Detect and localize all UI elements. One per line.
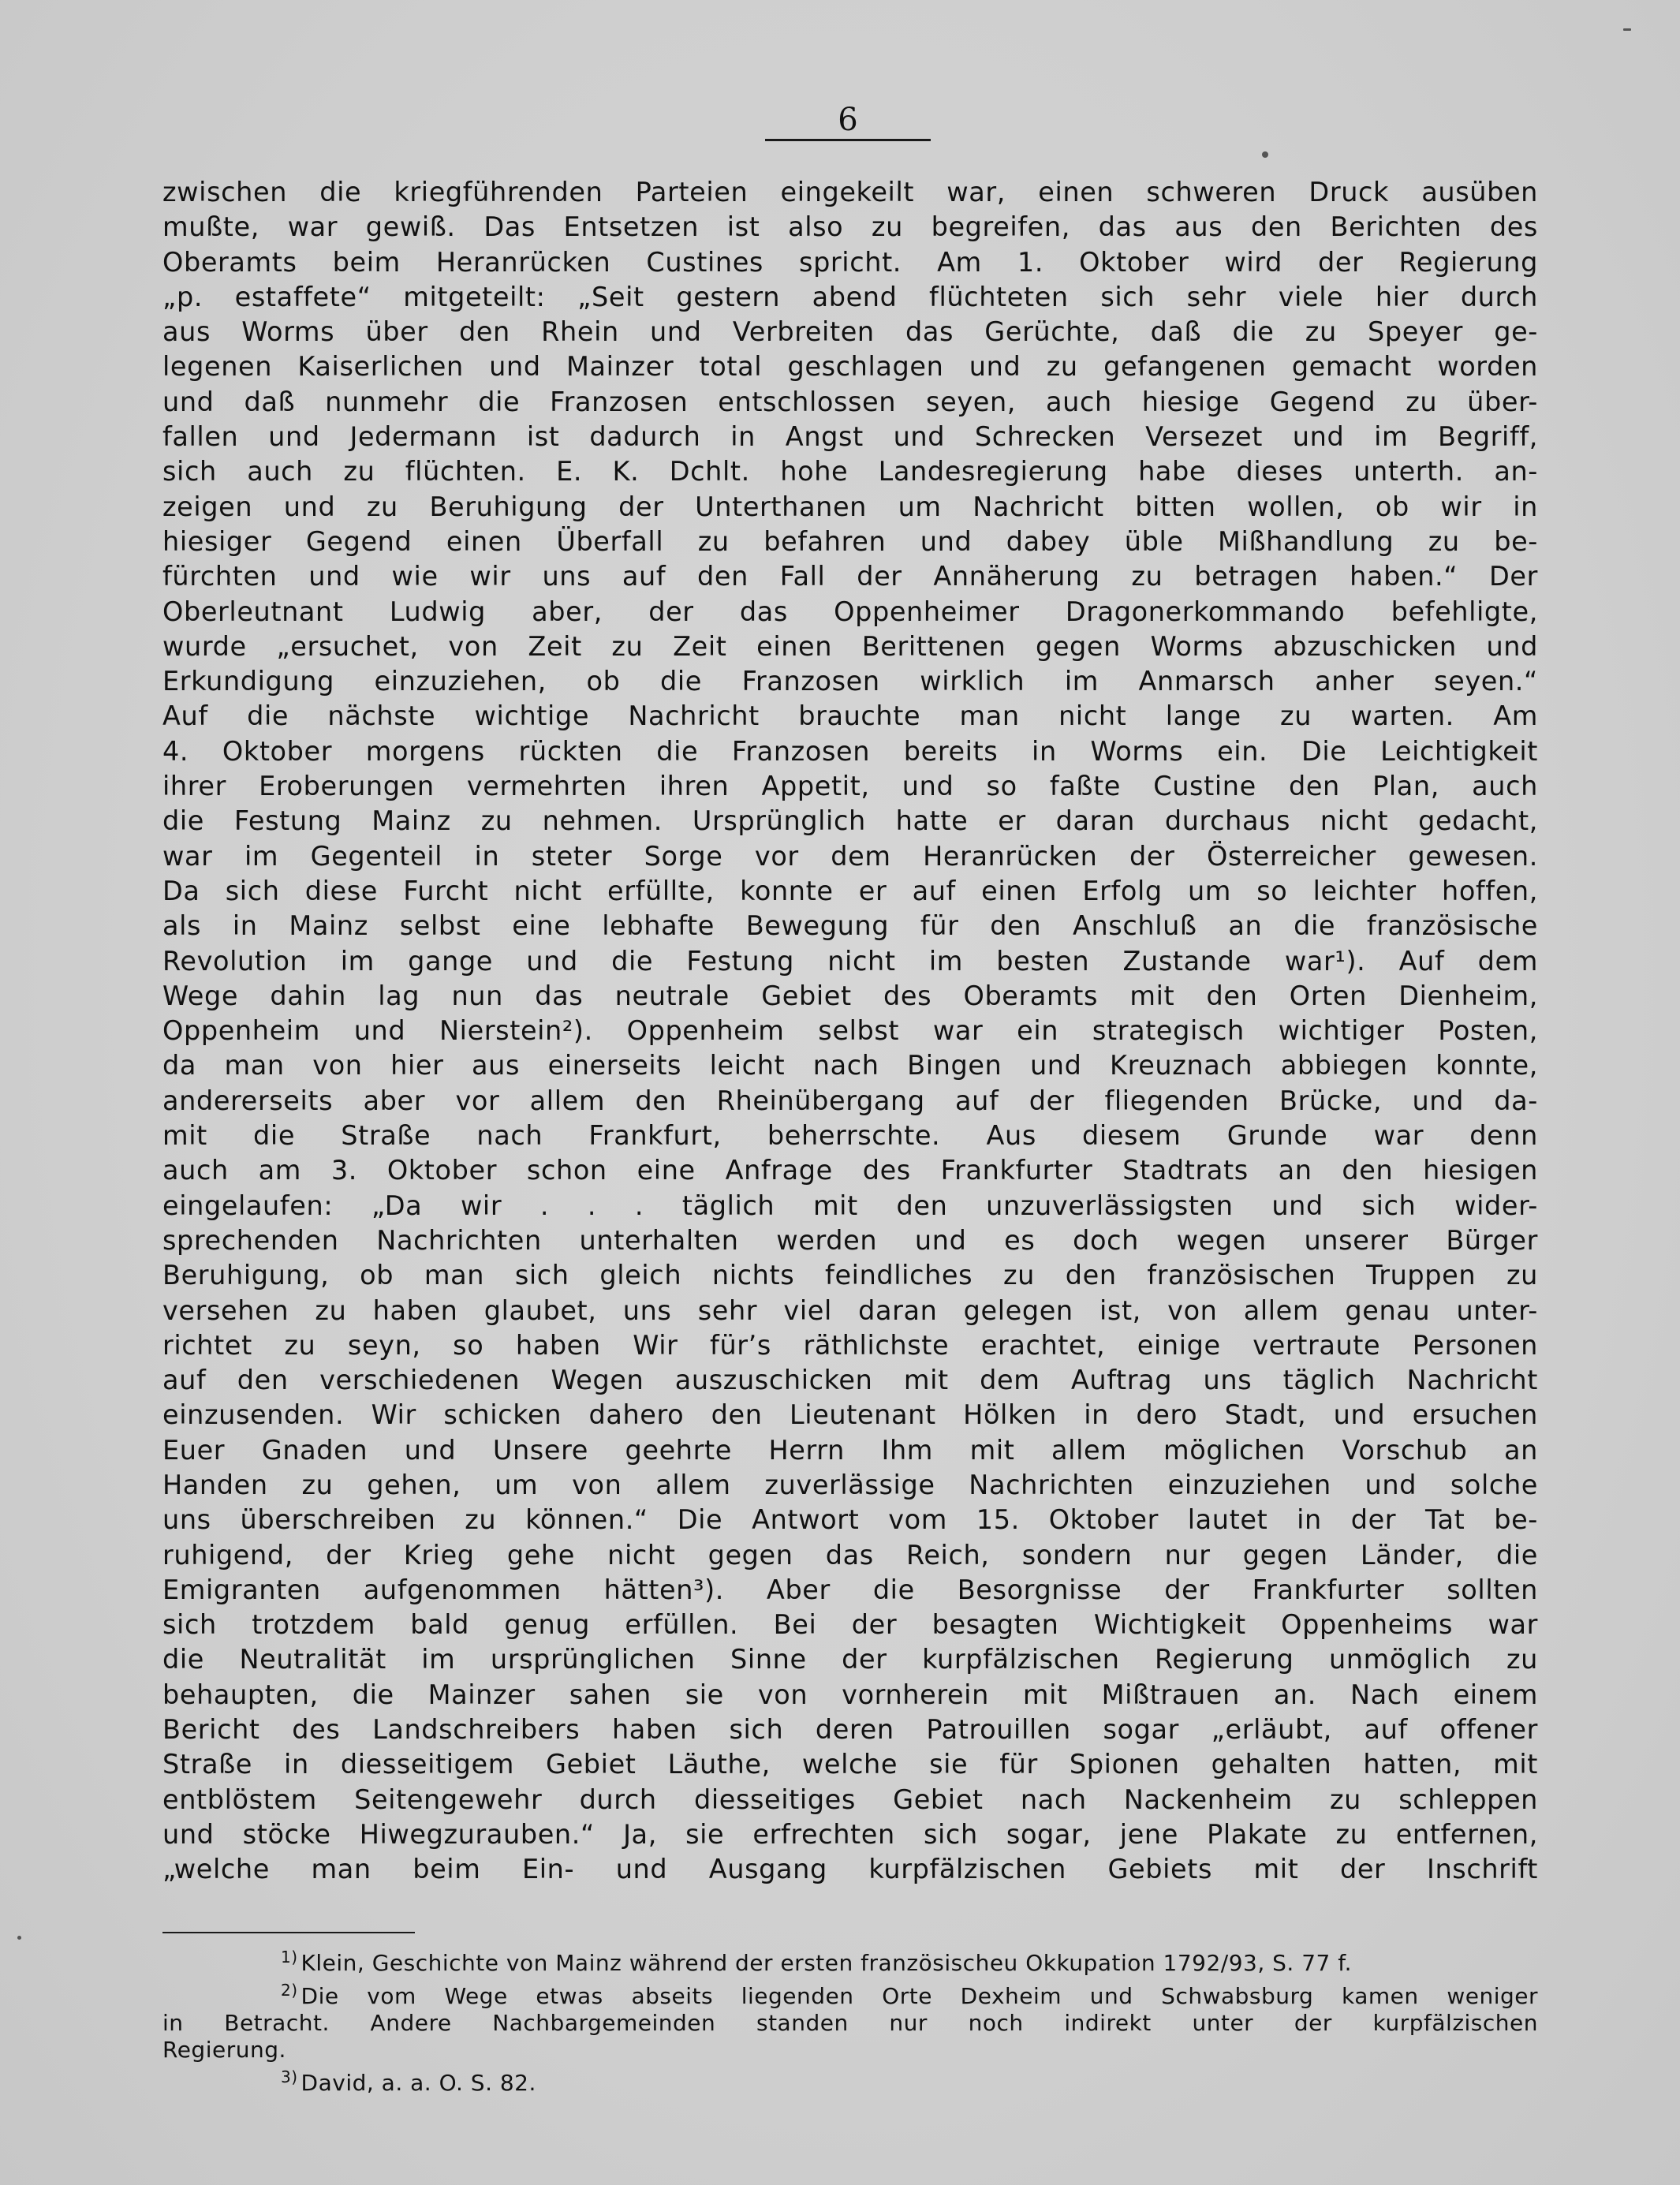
text-line: Handen zu gehen, um von allem zuverlässige Nachrichten einzuziehen und solche xyxy=(162,1469,1538,1500)
text-line: wurde „ersuchet, von Zeit zu Zeit einen Berittenen gegen Worms abzuschicken und xyxy=(162,630,1538,662)
text-line: uns überschreiben zu können.“ Die Antwort vom 15. Oktober lautet in der Tat be- xyxy=(162,1504,1538,1536)
footnote-text: David, a. a. O. S. 82. xyxy=(301,2070,536,2096)
text-line: Bericht des Landschreibers haben sich deren Patrouillen sogar „erläubt, auf offener xyxy=(162,1714,1538,1746)
text-line: auf den verschiedenen Wegen auszuschicken mit dem Auftrag uns täglich Nachricht xyxy=(162,1365,1538,1396)
text-line: zeigen und zu Beruhigung der Unterthanen um Nachricht bitten wollen, ob wir in xyxy=(162,491,1538,522)
footnote-mark: 2) xyxy=(281,1981,298,2000)
footnote-2-continued: Regierung. xyxy=(162,2037,286,2063)
footnote-text: Die vom Wege etwas abseits liegenden Orte Dexheim und Schwabsburg kamen weniger xyxy=(301,1983,1538,2009)
text-line: ruhigend, der Krieg gehe nicht gegen das Reich, sondern nur gegen Länder, die xyxy=(162,1539,1538,1571)
footnote-mark: 3) xyxy=(281,2067,298,2086)
text-line: Oppenheim und Nierstein²). Oppenheim selbst war ein strategisch wichtiger Posten, xyxy=(162,1015,1538,1047)
text-line: Wege dahin lag nun das neutrale Gebiet des Oberamts mit den Orten Dienheim, xyxy=(162,980,1538,1011)
footnote-mark: 1) xyxy=(281,1948,298,1966)
text-line: da man von hier aus einerseits leicht nach Bingen und Kreuznach abbiegen konnte, xyxy=(162,1050,1538,1081)
footnote-separator xyxy=(162,1932,415,1933)
dust-speck xyxy=(17,1936,21,1940)
page-number: 6 xyxy=(838,102,858,138)
text-line: eingelaufen: „Da wir . . . täglich mit den unzuverlässigsten und sich wider- xyxy=(162,1190,1538,1221)
text-line: die Neutralität im ursprünglichen Sinne der kurpfälzischen Regierung unmöglich zu xyxy=(162,1644,1538,1675)
text-line: als in Mainz selbst eine lebhafte Bewegung für den Anschluß an die französische xyxy=(162,910,1538,942)
text-line: einzusenden. Wir schicken dahero den Lieutenant Hölken in dero Stadt, und ersuchen xyxy=(162,1399,1538,1431)
text-line: hiesiger Gegend einen Überfall zu befahren und dabey üble Mißhandlung zu be- xyxy=(162,525,1538,557)
text-line: sich auch zu flüchten. E. K. Dchlt. hohe Landesregierung habe dieses unterth. an- xyxy=(162,456,1538,487)
text-line: Oberleutnant Ludwig aber, der das Oppenheimer Dragonerkommando befehligte, xyxy=(162,596,1538,627)
text-line: fürchten und wie wir uns auf den Fall der Annäherung zu betragen haben.“ Der xyxy=(162,561,1538,592)
dust-speck xyxy=(1623,28,1631,31)
text-line: sprechenden Nachrichten unterhalten werden und es doch wegen unserer Bürger xyxy=(162,1224,1538,1256)
text-line: mit die Straße nach Frankfurt, beherrschte. Aus diesem Grunde war denn xyxy=(162,1120,1538,1152)
text-line: Auf die nächste wichtige Nachricht brauchte man nicht lange zu warten. Am xyxy=(162,700,1538,732)
text-line: zwischen die kriegführenden Parteien eingekeilt war, einen schweren Druck ausüben xyxy=(162,177,1538,207)
text-line: aus Worms über den Rhein und Verbreiten das Gerüchte, daß die zu Speyer ge- xyxy=(162,316,1538,348)
text-line: Emigranten aufgenommen hätten³). Aber die Besorgnisse der Frankfurter sollten xyxy=(162,1574,1538,1605)
text-line: mußte, war gewiß. Das Entsetzen ist also zu begreifen, das aus den Berichten des xyxy=(162,211,1538,243)
text-line: „welche man beim Ein- und Ausgang kurpfälzischen Gebiets mit der Inschrift xyxy=(162,1854,1538,1885)
text-line: Erkundigung einzuziehen, ob die Franzosen wirklich im Anmarsch anher seyen.“ xyxy=(162,666,1538,697)
footnote-1 xyxy=(162,1944,1538,1977)
text-line: fallen und Jedermann ist dadurch in Angst und Schrecken Versezet und im Begriff, xyxy=(162,421,1538,453)
footnotes xyxy=(162,1944,1538,2097)
text-line: ihrer Eroberungen vermehrten ihren Appetit, und so faßte Custine den Plan, auch xyxy=(162,771,1538,802)
text-line: war im Gegenteil in steter Sorge vor dem Heranrücken der Österreicher gewesen. xyxy=(162,840,1538,872)
footnote-2 xyxy=(162,1977,1538,2010)
text-line: die Festung Mainz zu nehmen. Ursprünglich hatte er daran durchaus nicht gedacht, xyxy=(162,805,1538,837)
text-line: 4. Oktober morgens rückten die Franzosen bereits in Worms ein. Die Leichtigkeit xyxy=(162,735,1538,767)
text-line: und stöcke Hiwegzurauben.“ Ja, sie erfrechten sich sogar, jene Plakate zu entfernen, xyxy=(162,1818,1538,1850)
text-line: auch am 3. Oktober schon eine Anfrage des Frankfurter Stadtrats an den hiesigen xyxy=(162,1155,1538,1186)
footnote-3 xyxy=(162,2064,1538,2097)
text-line: Beruhigung, ob man sich gleich nichts feindliches zu den französischen Truppen zu xyxy=(162,1260,1538,1291)
text-line: Euer Gnaden und Unsere geehrte Herrn Ihm mit allem möglichen Vorschub an xyxy=(162,1434,1538,1466)
text-line: andererseits aber vor allem den Rheinübergang auf der fliegenden Brücke, und da- xyxy=(162,1085,1538,1116)
dust-speck xyxy=(1262,151,1268,158)
text-line: behaupten, die Mainzer sahen sie von vornherein mit Mißtrauen an. Nach einem xyxy=(162,1679,1538,1710)
text-line: Revolution im gange und die Festung nicht im besten Zustande war¹). Auf dem xyxy=(162,945,1538,977)
text-line: Straße in diesseitigem Gebiet Läuthe, welche sie für Spionen gehalten hatten, mit xyxy=(162,1749,1538,1780)
text-line: entblöstem Seitengewehr durch diesseitiges Gebiet nach Nackenheim zu schleppen xyxy=(162,1783,1538,1815)
text-line: richtet zu seyn, so haben Wir für’s räthlichste erachtet, einige vertraute Personen xyxy=(162,1329,1538,1361)
text-line: und daß nunmehr die Franzosen entschlossen seyen, auch hiesige Gegend zu über- xyxy=(162,386,1538,417)
body-text xyxy=(162,175,1538,1888)
text-line: sich trotzdem bald genug erfüllen. Bei der besagten Wichtigkeit Oppenheims war xyxy=(162,1609,1538,1641)
footnote-2-continued: in Betracht. Andere Nachbargemeinden standen nur noch indirekt unter der kurpfälzischen xyxy=(162,2010,1538,2036)
page-number-rule xyxy=(765,139,931,141)
text-line: versehen zu haben glaubet, uns sehr viel daran gelegen ist, von allem genau unter- xyxy=(162,1294,1538,1326)
text-line: Da sich diese Furcht nicht erfüllte, konnte er auf einen Erfolg um so leichter hoffen, xyxy=(162,875,1538,906)
text-line: „p. estaffete“ mitgeteilt: „Seit gestern abend flüchteten sich sehr viele hier durch xyxy=(162,281,1538,312)
footnote-text: Klein, Geschichte von Mainz während der ersten französischeu Okkupation 1792/93, S. 77 f. xyxy=(301,1950,1352,1976)
text-line: legenen Kaiserlichen und Mainzer total geschlagen und zu gefangenen gemacht worden xyxy=(162,351,1538,383)
text-line: Oberamts beim Heranrücken Custines spricht. Am 1. Oktober wird der Regierung xyxy=(162,246,1538,278)
